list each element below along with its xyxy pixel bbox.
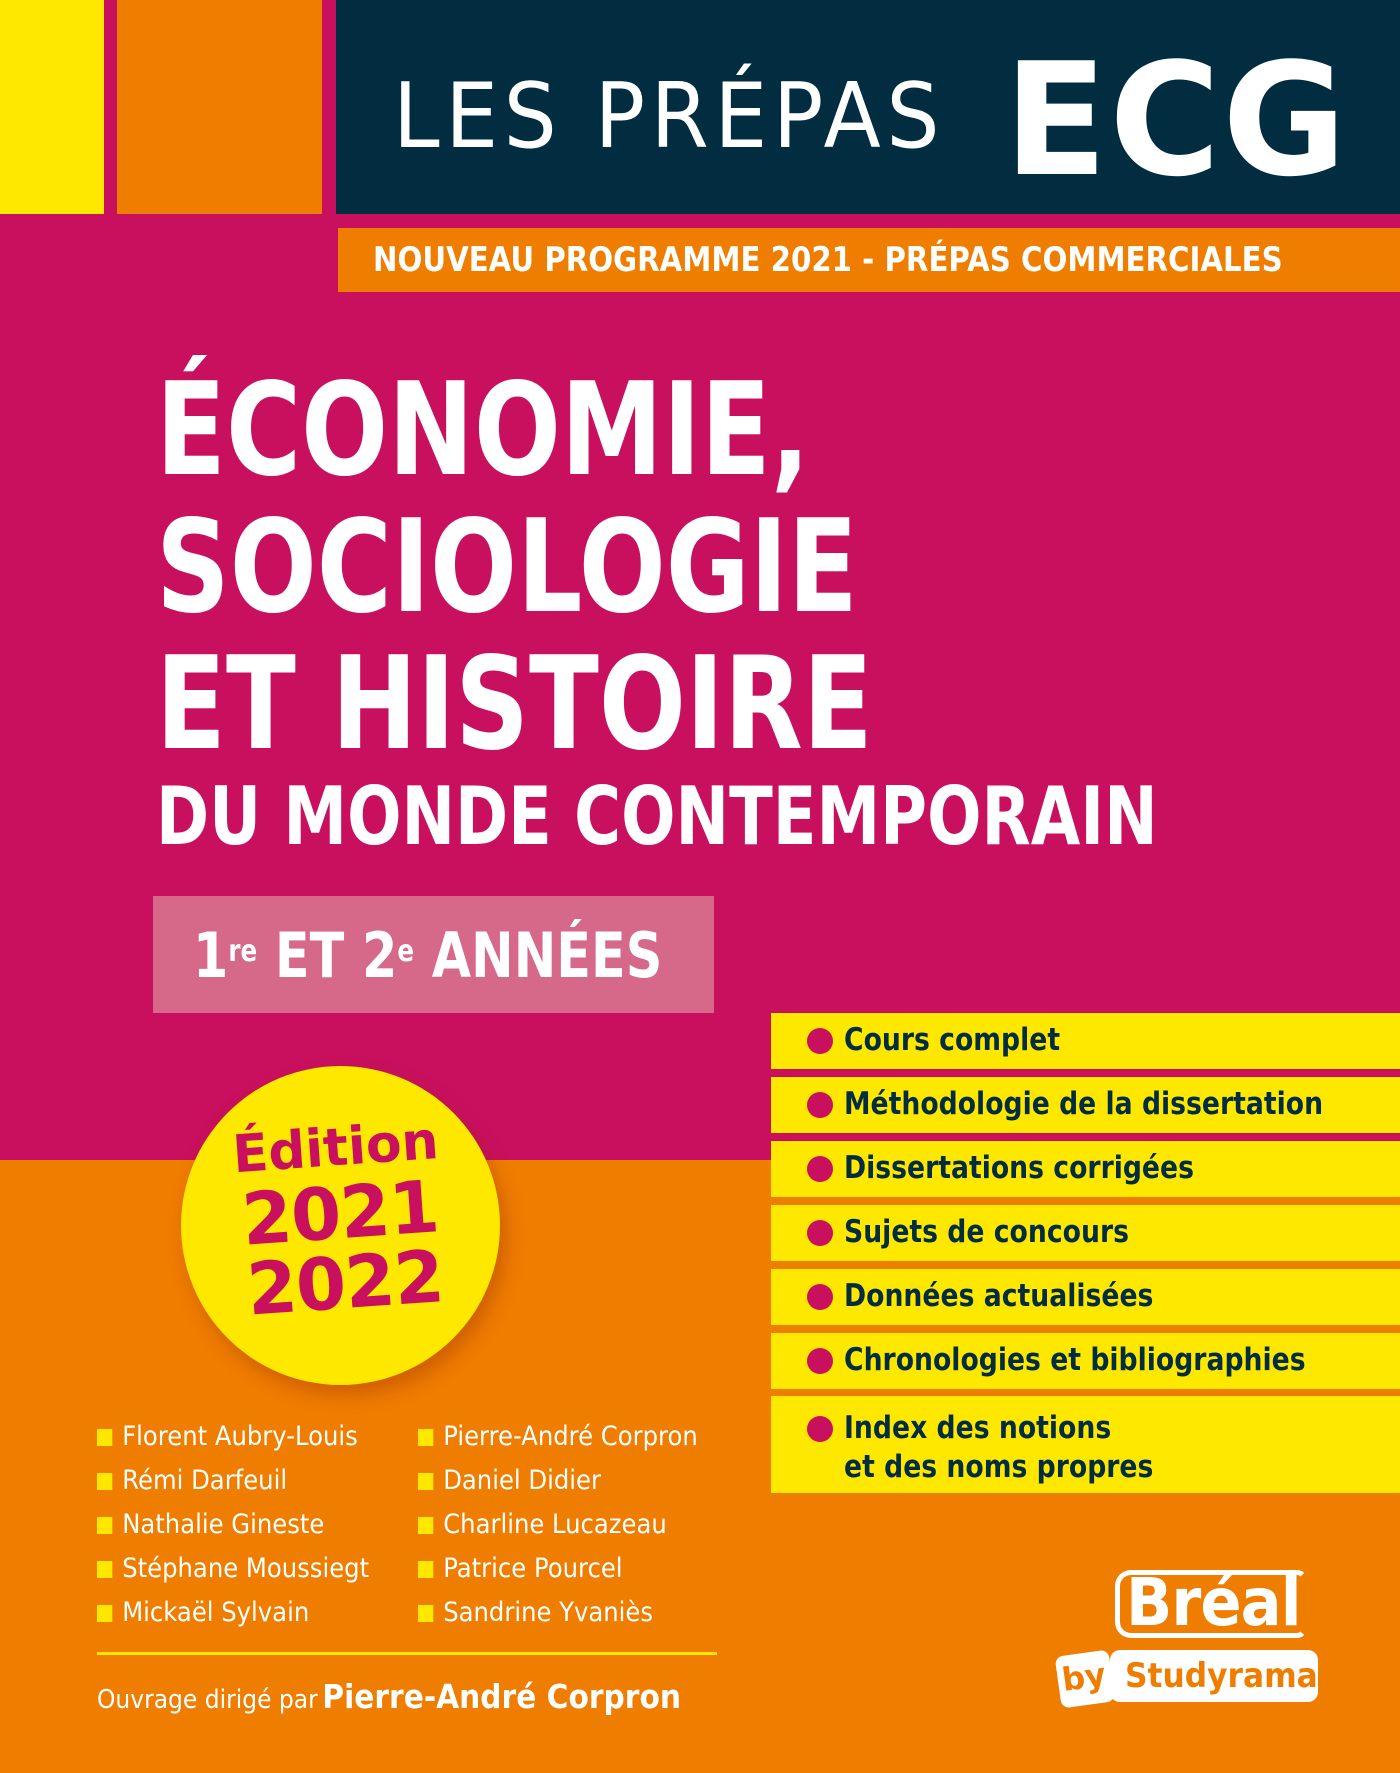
feature-label: Sujets de concours xyxy=(844,1214,1129,1250)
by-label: by xyxy=(1059,1655,1109,1699)
series-name: ECG xyxy=(1004,29,1349,211)
edition-year-2: 2022 xyxy=(244,1234,446,1332)
breal-logo: Bréal xyxy=(1126,1564,1301,1641)
title-line-2: SOCIOLOGIE xyxy=(156,493,858,642)
square-bullet-icon xyxy=(97,1517,112,1534)
edition-label: Édition xyxy=(230,1111,441,1186)
author-item xyxy=(97,1464,287,1498)
bullet-dot-icon xyxy=(807,1284,833,1310)
square-bullet-icon xyxy=(418,1517,433,1534)
studyrama-logo: Studyrama xyxy=(1125,1656,1318,1696)
feature-item xyxy=(771,1077,1400,1133)
author-item xyxy=(418,1464,601,1498)
bullet-dot-icon xyxy=(807,1156,833,1182)
square-bullet-icon xyxy=(97,1473,112,1490)
feature-label: Méthodologie de la dissertation xyxy=(844,1086,1324,1122)
years-middle: ET 2 xyxy=(274,919,398,992)
author-name: Florent Aubry-Louis xyxy=(122,1421,358,1452)
square-bullet-icon xyxy=(97,1429,112,1446)
orange-block xyxy=(117,0,322,214)
author-item xyxy=(418,1420,698,1454)
author-name: Patrice Pourcel xyxy=(443,1553,623,1584)
bullet-dot-icon xyxy=(807,1028,833,1054)
feature-label: Données actualisées xyxy=(844,1278,1154,1314)
director-name: Pierre-André Corpron xyxy=(322,1677,681,1716)
author-name: Daniel Didier xyxy=(443,1465,601,1496)
author-name: Sandrine Yvaniès xyxy=(443,1597,654,1628)
series-prefix: LES PRÉPAS xyxy=(393,64,946,169)
years-second-sup: e xyxy=(397,934,415,969)
square-bullet-icon xyxy=(418,1429,433,1446)
years-first-sup: re xyxy=(228,934,258,969)
feature-label: Cours complet xyxy=(844,1022,1061,1058)
feature-item xyxy=(771,1013,1400,1069)
author-name: Stéphane Moussiegt xyxy=(122,1553,370,1584)
feature-label: Chronologies et bibliographies xyxy=(844,1342,1306,1378)
author-item xyxy=(97,1420,358,1454)
edition-text xyxy=(174,1107,506,1332)
years-first-num: 1 xyxy=(193,919,229,992)
bullet-dot-icon xyxy=(807,1220,833,1246)
years-label xyxy=(193,920,662,992)
square-bullet-icon xyxy=(97,1605,112,1622)
author-name: Rémi Darfeuil xyxy=(122,1465,288,1496)
author-name: Mickaël Sylvain xyxy=(122,1597,310,1628)
feature-item xyxy=(771,1269,1400,1325)
feature-item xyxy=(771,1205,1400,1261)
edition-year-1: 2021 xyxy=(239,1164,442,1262)
author-item xyxy=(97,1596,309,1630)
title-line-4: DU MONDE CONTEMPORAIN xyxy=(156,770,1158,863)
feature-item xyxy=(771,1141,1400,1197)
title-line-1: ÉCONOMIE, xyxy=(156,356,810,505)
author-item xyxy=(418,1508,667,1542)
author-item xyxy=(418,1596,653,1630)
director-credit xyxy=(97,1677,681,1716)
author-item xyxy=(97,1552,369,1586)
feature-label: Index des notions xyxy=(844,1410,1112,1446)
bullet-dot-icon xyxy=(807,1092,833,1118)
bullet-dot-icon xyxy=(807,1348,833,1374)
author-name: Pierre-André Corpron xyxy=(443,1421,698,1452)
bullet-dot-icon xyxy=(807,1416,833,1442)
years-end: ANNÉES xyxy=(431,919,663,992)
divider xyxy=(97,1652,717,1655)
program-banner-text: NOUVEAU PROGRAMME 2021 - PRÉPAS COMMERCIALES xyxy=(373,240,1283,280)
title-line-3: ET HISTOIRE xyxy=(156,630,873,779)
author-name: Charline Lucazeau xyxy=(443,1509,667,1540)
yellow-block xyxy=(0,0,104,214)
feature-label: Dissertations corrigées xyxy=(844,1150,1194,1186)
director-prefix: Ouvrage dirigé par xyxy=(97,1685,318,1715)
feature-item xyxy=(771,1396,1400,1493)
square-bullet-icon xyxy=(97,1561,112,1578)
square-bullet-icon xyxy=(418,1605,433,1622)
feature-label-line2: et des noms propres xyxy=(844,1449,1154,1485)
square-bullet-icon xyxy=(418,1561,433,1578)
square-bullet-icon xyxy=(418,1473,433,1490)
author-name: Nathalie Gineste xyxy=(122,1509,325,1540)
author-item xyxy=(418,1552,623,1586)
feature-item xyxy=(771,1333,1400,1389)
author-item xyxy=(97,1508,324,1542)
